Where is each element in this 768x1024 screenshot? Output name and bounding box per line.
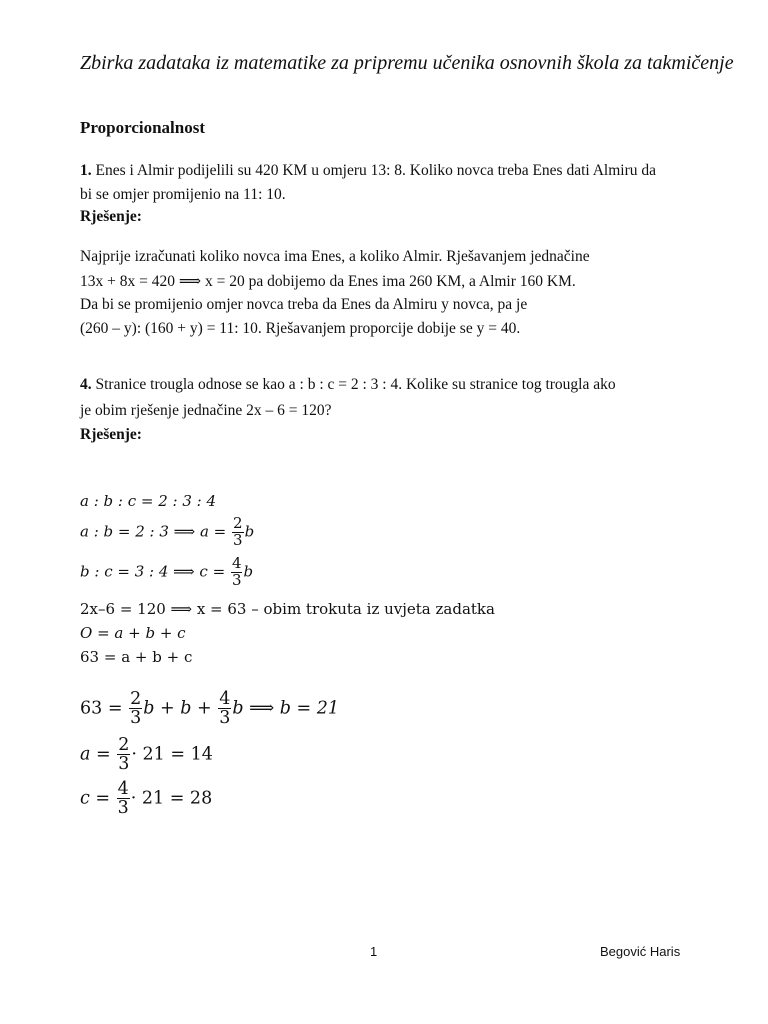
problem-1-solution-line-4: (260 – y): (160 + y) = 11: 10. Rješavanjem proporcije dobije se y = 40.	[80, 320, 521, 337]
equation-perimeter-value: 63 = a + b + c	[80, 648, 193, 666]
equation-a-from-b	[80, 516, 254, 549]
equation-solve-b-right: b ⟹ b = 21	[232, 698, 340, 719]
equation-a-from-b-right: b	[244, 522, 255, 541]
problem-1-text-line-2: bi se omjer promijenio na 11: 10.	[80, 186, 286, 203]
problem-1-solution-line-2: 13x + 8x = 420 ⟹ x = 20 pa dobijemo da Enes ima 260 KM, a Almir 160 KM.	[80, 273, 576, 290]
fraction-four-thirds	[218, 690, 231, 728]
problem-1-number: 1.	[80, 162, 92, 179]
equation-ratio-abc-text: a : b : c = 2 : 3 : 4	[80, 492, 217, 510]
fraction-denominator: 3	[130, 708, 142, 729]
problem-1-statement-1: Enes i Almir podijelili su 420 KM u omjeru 13: 8. Koliko novca treba Enes dati Almiru da	[95, 162, 657, 179]
equation-a-from-b-left: a : b = 2 : 3 ⟹ a =	[80, 522, 227, 541]
problem-1-solution-line-1: Najprije izračunati koliko novca ima Enes, a koliko Almir. Rješavanjem jednačine	[80, 248, 590, 265]
equation-solve-a-right: · 21 = 14	[131, 744, 213, 765]
fraction-numerator: 4	[231, 554, 242, 572]
fraction-denominator: 3	[231, 570, 242, 589]
equation-solve-c-left: c =	[80, 788, 111, 809]
author-name: Begović Haris	[600, 944, 681, 959]
problem-4-solution-label: Rješenje:	[80, 426, 142, 443]
fraction-numerator: 4	[219, 689, 231, 709]
equation-ratio-abc	[80, 492, 216, 510]
fraction-numerator: 2	[233, 514, 243, 532]
problem-1-solution-line-3: Da bi se promijenio omjer novca treba da Enes da Almiru y novca, pa je	[80, 296, 528, 313]
fraction-four-thirds	[231, 556, 243, 589]
fraction-two-thirds	[129, 690, 142, 728]
equation-solve-c-right: · 21 = 28	[130, 788, 213, 809]
fraction-denominator: 3	[118, 754, 130, 775]
equation-perimeter-definition: O = a + b + c	[80, 624, 186, 642]
equation-solve-a-left: a =	[80, 744, 111, 765]
problem-4-number: 4.	[80, 376, 92, 393]
problem-1-solution-label: Rješenje:	[80, 208, 142, 225]
fraction-numerator: 2	[118, 735, 130, 755]
fraction-denominator: 3	[233, 530, 243, 549]
problem-4-text-line-1	[80, 376, 616, 394]
problem-1-text-line-1	[80, 162, 656, 180]
fraction-numerator: 2	[130, 689, 142, 709]
equation-c-from-b-right: b	[243, 562, 254, 581]
equation-solve-b-mid: b + b +	[143, 698, 212, 719]
page-number: 1	[370, 944, 378, 959]
equation-perimeter-solve: 2x–6 = 120 ⟹ x = 63 – obim trokuta iz uvjeta zadatka	[80, 600, 495, 618]
equation-solve-a	[80, 736, 213, 774]
fraction-numerator: 4	[117, 779, 129, 799]
problem-4-text-line-2: je obim rješenje jednačine 2x – 6 = 120?	[80, 402, 332, 419]
equation-solve-c	[80, 780, 212, 818]
document-header: Zbirka zadataka iz matematike za pripremu učenika osnovnih škola za takmičenje	[80, 52, 734, 74]
fraction-denominator: 3	[219, 708, 231, 729]
equation-c-from-b	[80, 556, 253, 589]
fraction-four-thirds	[117, 780, 130, 818]
problem-4-statement-1: Stranice trougla odnose se kao a : b : c = 2 : 3 : 4. Kolike su stranice tog trougla ako	[95, 376, 616, 393]
equation-c-from-b-left: b : c = 3 : 4 ⟹ c =	[80, 562, 226, 581]
section-title: Proporcionalnost	[80, 118, 205, 137]
fraction-two-thirds	[117, 736, 130, 774]
equation-solve-b	[80, 690, 339, 728]
equation-solve-b-left: 63 =	[80, 698, 123, 719]
fraction-two-thirds	[232, 516, 244, 549]
fraction-denominator: 3	[117, 798, 129, 819]
